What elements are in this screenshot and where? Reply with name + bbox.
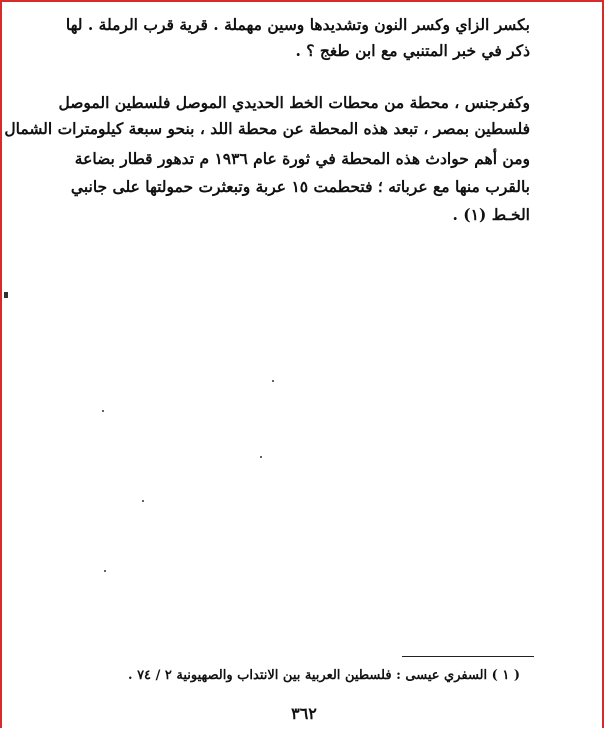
body-line-1: بكسر الزاي وكسر النون وتشديدها وسين مهملة . قرية قرب الرملة . لها (65, 15, 530, 34)
body-line-6: بالقرب منها مع عرباته ؛ فتحطمت ١٥ عربة وتبعثرت حمولتها على جانبي (70, 177, 530, 196)
body-line-7: الخـط (١) . (452, 205, 530, 224)
footnote-separator (402, 656, 534, 657)
book-page (4, 4, 604, 730)
scan-speck (260, 456, 262, 458)
scan-edge-mark (4, 292, 8, 298)
page-number: ٣٦٢ (291, 704, 317, 723)
scan-speck (102, 410, 104, 412)
body-line-5: ومن أهم حوادث هذه المحطة في ثورة عام ١٩٣٦ م تدهور قطار بضاعة (74, 149, 530, 168)
body-line-2: ذكر في خبر المتنبي مع ابن طغج ؟ . (295, 41, 530, 60)
scan-speck (142, 500, 144, 502)
scan-speck (104, 570, 106, 572)
footnote: ( ١ ) السفري عيسى : فلسطين العربية بين الانتداب والصهيونية ٢ / ٧٤ . (128, 668, 520, 683)
scan-speck (272, 380, 274, 382)
body-line-3: وكفرجنس ، محطة من محطات الخط الحديدي الموصل فلسطين الموصل (58, 93, 530, 112)
body-line-4: فلسطين بمصر ، تبعد هذه المحطة عن محطة اللد ، بنحو سبعة كيلومترات الشمال (4, 119, 530, 138)
